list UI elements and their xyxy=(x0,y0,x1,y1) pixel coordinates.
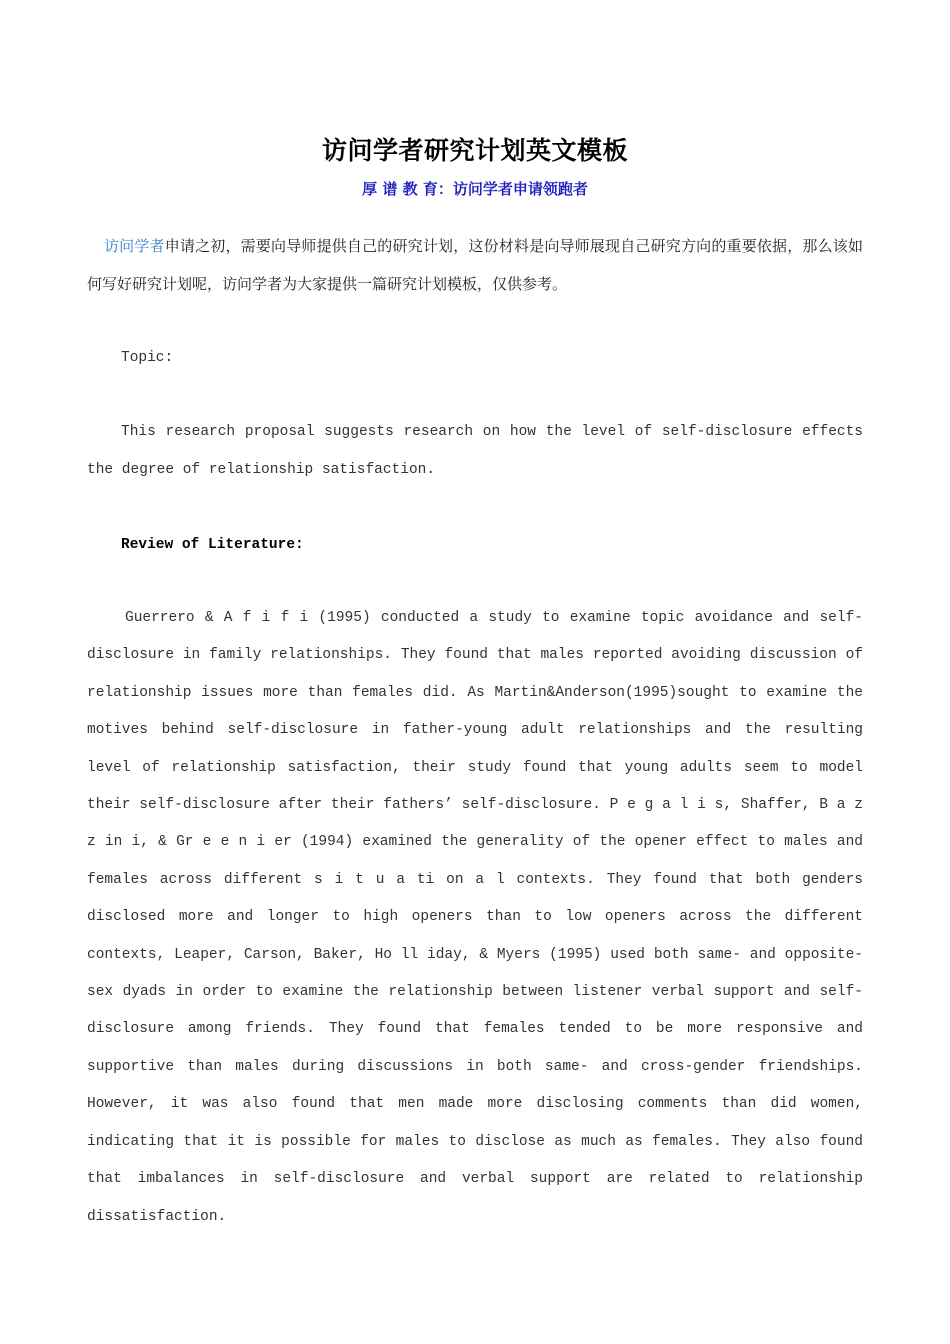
review-paragraph: Guerrero & A f i f i (1995) conducted a study to examine topic avoidance and self-disclosure in family relationships. They found that males reported avoiding discussion of relationship issues more than females did. As Martin&Anderson(1995)sought to examine the motives behind self-disclosure in father-young adult relationships and the resulting level of relationship satisfaction, their study found that young adults seem to model their self-disclosure after their fathers’ self-disclosure. P e g a l i s, Shaffer, B a z z in i, & Gr e e n i er (1994) examined the generality of the opener effect to males and females across different s i t u a ti on a l contexts. They found that both genders disclosed more and longer to high openers than to low openers across the different contexts, Leaper, Carson, Baker, Ho ll iday, & Myers (1995) used both same- and opposite-sex dyads in order to examine the relationship between listener verbal support and self-disclosure among friends. They found that females tended to be more responsive and supportive than males during discussions in both same- and cross-gender friendships. However, it was also found that men made more disclosing comments than did women, indicating that it is possible for males to disclose as much as females. They also found that imbalances in self-disclosure and verbal support are related to relationship dissatisfaction. xyxy=(87,610,863,1225)
document-subtitle: 厚 谱 教 育：访问学者申请领跑者 xyxy=(362,180,588,198)
visiting-scholar-link[interactable]: 访问学者 xyxy=(104,237,165,255)
review-heading: Review of Literature: xyxy=(121,537,304,553)
document-title: 访问学者研究计划英文模板 xyxy=(321,136,628,165)
intro-text: 申请之初，需要向导师提供自己的研究计划，这份材料是向导师展现自己研究方向的重要依据，那么该如何写好研究计划呢，访问学者为大家提供一篇研究计划模板，仅供参考。 xyxy=(87,237,863,293)
topic-label: Topic: xyxy=(121,350,174,366)
topic-paragraph: This research proposal suggests research on how the level of self-disclosure effects the degree of relationship satisfaction. xyxy=(87,424,863,478)
intro-paragraph xyxy=(87,227,863,303)
